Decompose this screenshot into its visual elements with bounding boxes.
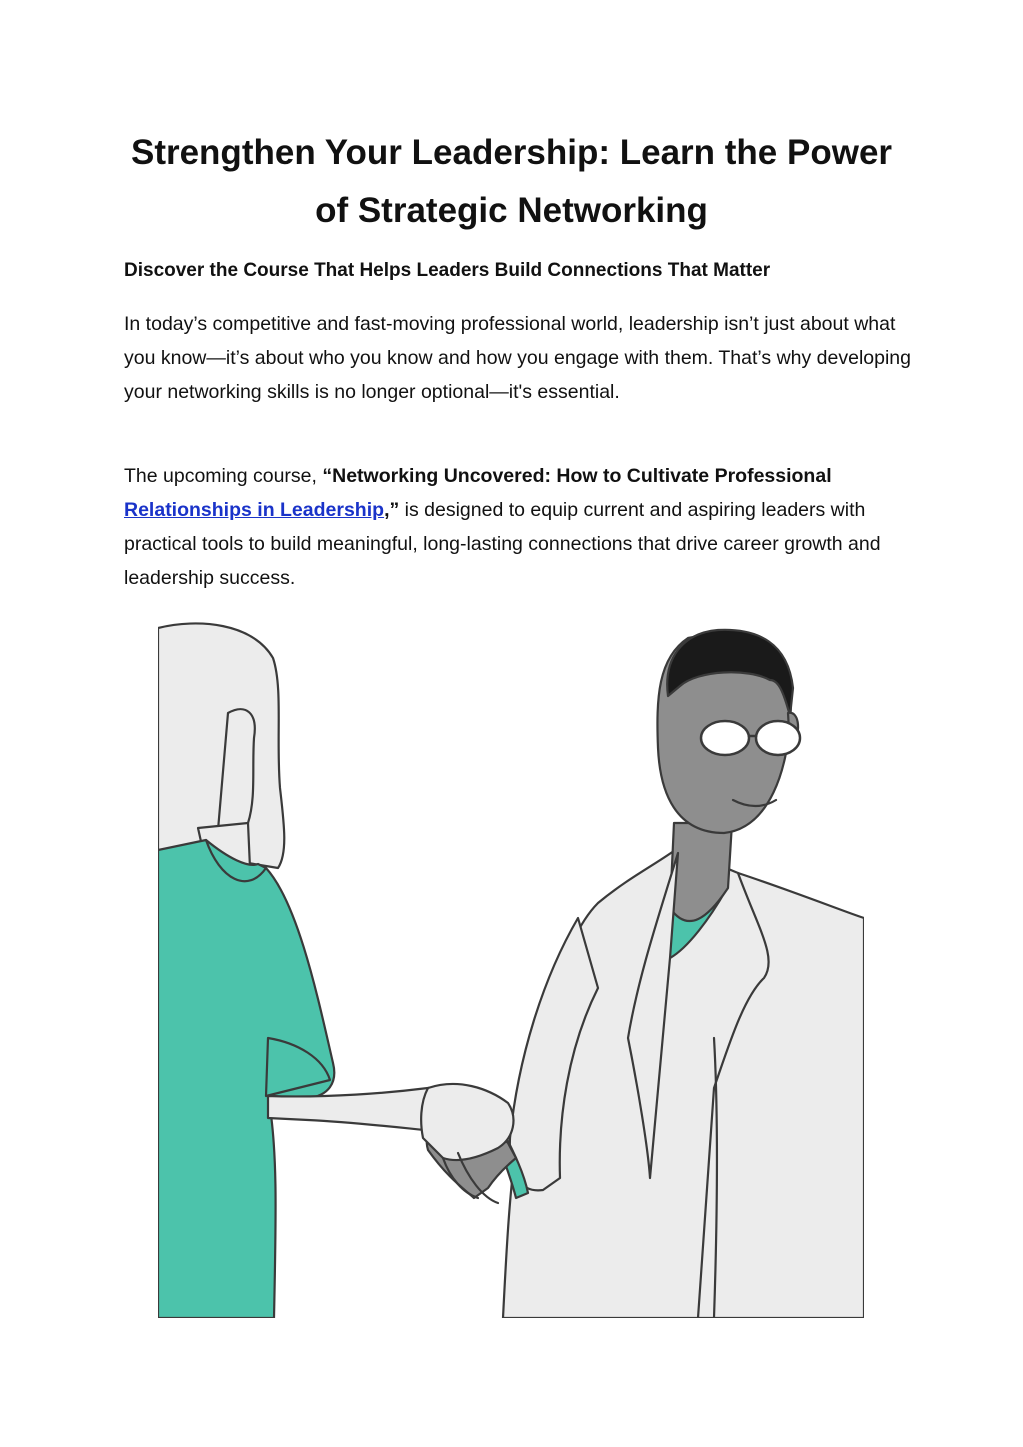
course-title-link[interactable]: Relationships in Leadership <box>124 499 385 521</box>
course-intro-text: The upcoming course, <box>124 465 323 487</box>
course-title-close: ,” <box>384 499 400 521</box>
course-description-text: is designed to equip current and aspiring leaders with practical tools to build meaningful, long-lasting connections that drive career growth and leadership success. <box>124 499 881 589</box>
course-title-text: “Networking Uncovered: How to Cultivate Professional <box>322 465 832 487</box>
page-subtitle: Discover the Course That Helps Leaders Build Connections That Matter <box>124 260 771 281</box>
page-title: Strengthen Your Leadership: Learn the Power of Strategic Networking <box>130 133 893 230</box>
intro-paragraph: In today’s competitive and fast-moving professional world, leadership isn’t just about what you know—it’s about who you know and how you engage with them. That’s why developing your networking skills is no longer optional—it's essential. <box>124 313 911 403</box>
handshake-illustration <box>158 618 864 1318</box>
course-paragraph <box>124 459 914 595</box>
